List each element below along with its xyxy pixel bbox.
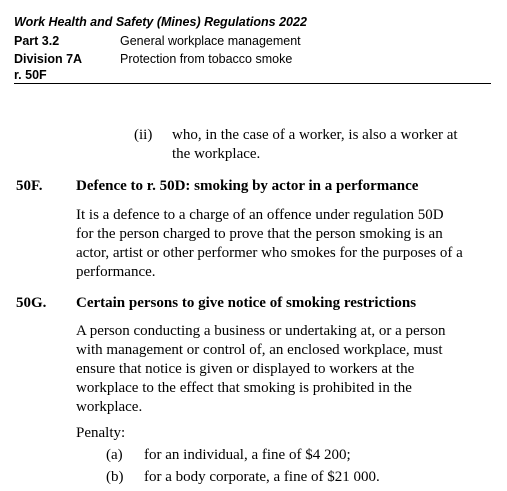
regulation-body-line: with management or control of, an enclosed workplace, must xyxy=(76,342,443,358)
regulation-body-line: ensure that notice is given or displayed to workers at the xyxy=(76,361,415,377)
regulation-heading: Defence to r. 50D: smoking by actor in a performance xyxy=(76,178,419,194)
regulation-number: 50F. xyxy=(16,178,43,194)
header-reg-row xyxy=(14,68,120,83)
subparagraph-line: the workplace. xyxy=(172,146,261,162)
header-divider xyxy=(14,83,491,84)
subparagraph-marker: (ii) xyxy=(134,127,153,143)
regulation-number: 50G. xyxy=(16,295,47,311)
regulation-body-line: workplace. xyxy=(76,399,143,415)
penalty-text: for a body corporate, a fine of $21 000. xyxy=(144,469,380,485)
regulation-body-line: for the person charged to prove that the person smoking is an xyxy=(76,226,443,242)
header-part-row xyxy=(14,34,301,49)
division-label: Division 7A xyxy=(14,52,83,66)
regulation-body-line: A person conducting a business or undertaking at, or a person xyxy=(76,323,446,339)
division-value: Protection from tobacco smoke xyxy=(120,52,293,66)
part-label: Part 3.2 xyxy=(14,34,60,48)
regulation-label: r. 50F xyxy=(14,68,47,82)
penalty-label: Penalty: xyxy=(76,425,126,441)
penalty-marker: (a) xyxy=(106,447,123,463)
regulation-body-line: workplace to the effect that smoking is prohibited in the xyxy=(76,380,412,396)
part-value: General workplace management xyxy=(120,34,301,48)
regulation-body-line: It is a defence to a charge of an offence under regulation 50D xyxy=(76,207,444,223)
regulation-heading: Certain persons to give notice of smoking restrictions xyxy=(76,295,417,311)
regulation-body-line: actor, artist or other performer who smokes for the purposes of a xyxy=(76,245,463,261)
document-title: Work Health and Safety (Mines) Regulations 2022 xyxy=(14,15,307,29)
penalty-marker: (b) xyxy=(106,469,124,485)
regulation-body-line: performance. xyxy=(76,264,156,280)
header-division-row xyxy=(14,52,292,67)
penalty-text: for an individual, a fine of $4 200; xyxy=(144,447,351,463)
subparagraph-line: who, in the case of a worker, is also a worker at xyxy=(172,127,458,143)
